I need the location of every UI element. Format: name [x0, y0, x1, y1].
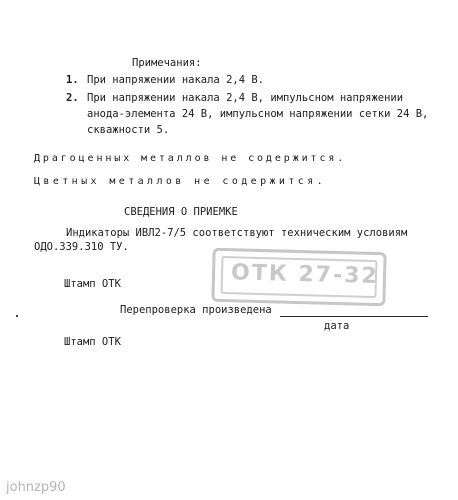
recheck-date-underline	[280, 316, 428, 317]
recheck-label: Перепроверка произведена	[120, 304, 272, 316]
stamp-label-second: Штамп ОТК	[64, 336, 121, 348]
acceptance-heading: СВЕДЕНИЯ О ПРИЕМКЕ	[124, 206, 238, 218]
precious-metals-statement: Драгоценных металлов не содержится.	[34, 153, 347, 164]
otk-stamp-text: ОТК 27-32	[230, 260, 380, 290]
note-1-number: 1.	[66, 74, 79, 86]
margin-mark	[16, 315, 18, 317]
nonferrous-metals-statement: Цветных металлов не содержится.	[34, 176, 327, 187]
note-2-line-2: анода-элемента 24 В, импульсном напряжении сетки 24 В,	[87, 108, 429, 120]
note-2-number: 2.	[66, 92, 79, 104]
note-2-line-3: скважности 5.	[87, 124, 170, 136]
note-2-line-1: При напряжении накала 2,4 В, импульсном напряжении	[87, 92, 404, 104]
acceptance-line-2: ОДО.339.310 ТУ.	[34, 241, 129, 253]
acceptance-line-1: Индикаторы ИВЛ2-7/5 соответствуют техническим условиям	[66, 227, 408, 239]
seller-watermark: johnzp90	[6, 480, 66, 495]
notes-heading: Примечания:	[132, 57, 202, 69]
note-1-text: При напряжении накала 2,4 В.	[87, 74, 265, 86]
stamp-label-first: Штамп ОТК	[64, 278, 121, 290]
otk-stamp-impression	[211, 248, 386, 307]
date-caption: дата	[324, 320, 350, 332]
